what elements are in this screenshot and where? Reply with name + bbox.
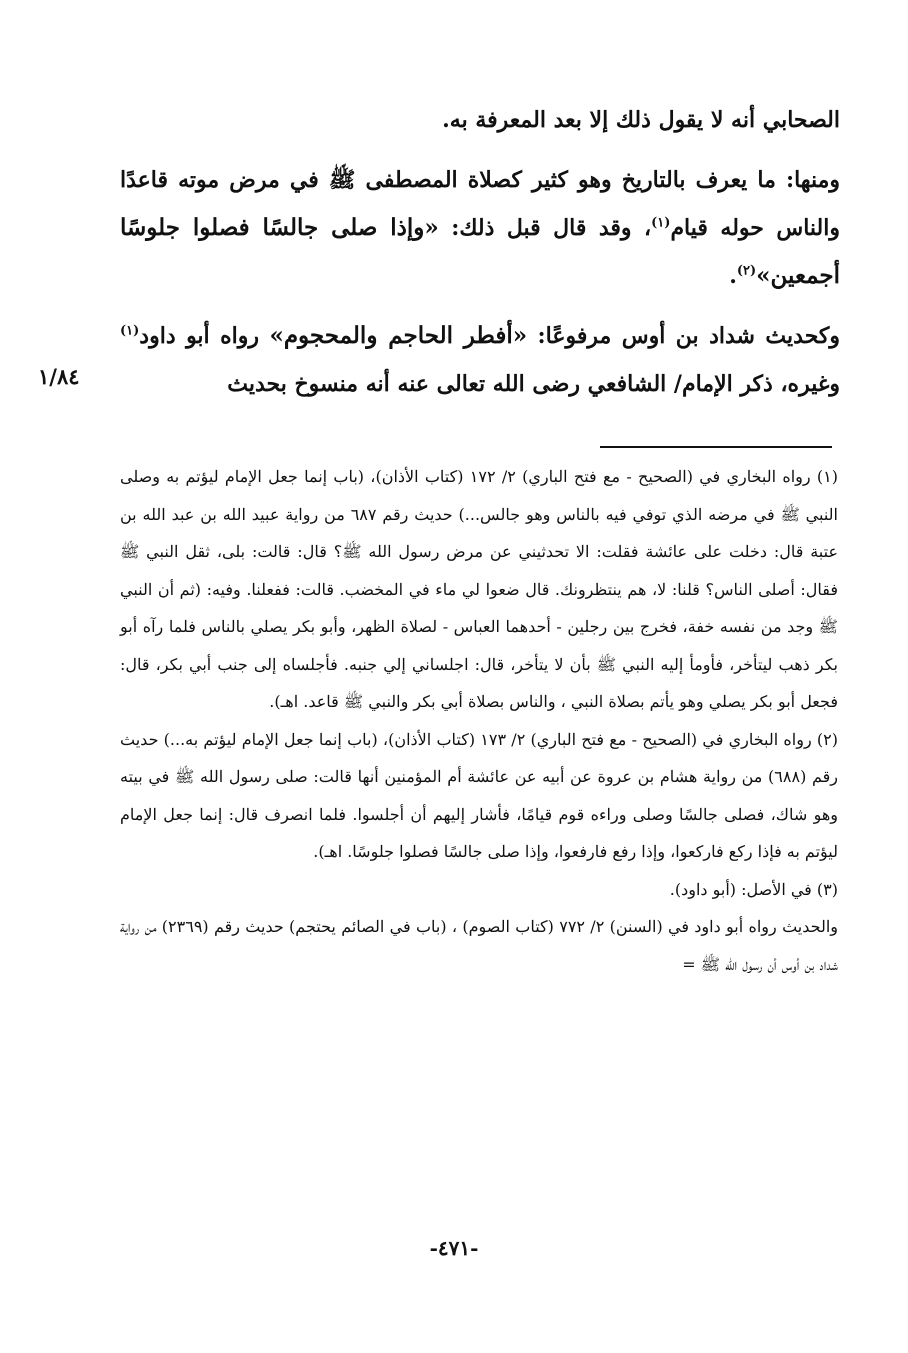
manuscript-folio-reference: ١/٨٤	[38, 364, 80, 389]
footnote-3: (٣) في الأصل: (أبو داود).	[669, 879, 838, 899]
paragraph-3-text-c: وغيره، ذكر الإمام/ الشافعي رضى الله تعالى عنه أنه منسوخ بحديث	[227, 371, 840, 397]
paragraph-2-text-a: ومنها: ما يعرف بالتاريخ وهو كثير كصلاة المصطفى ﷺ في مرض موته قاعدًا والناس حوله قيام	[120, 167, 840, 241]
footnote-ref-1: (١)	[651, 215, 671, 231]
footnote-ref-3: (١)	[120, 323, 140, 339]
hadith-quote-2: «أفطر الحاجم والمحجوم»	[269, 322, 528, 349]
page-number: -٤٧١-	[429, 1236, 479, 1260]
paragraph-2-end: .	[729, 263, 737, 289]
paragraph-3-text-a: وكحديث شداد بن أوس مرفوعًا:	[527, 323, 840, 349]
footnote-1: (١) رواه البخاري في (الصحيح - مع فتح الباري) ٢/ ١٧٢ (كتاب الأذان)، (باب إنما جعل الإمام ليؤتم به وصلى النبي ﷺ في مرضه الذي توفي فيه بالناس وهو جالس...) حديث رقم ٦٨٧ من رواية عبيد الله بن عبد الله بن عتبة قال: دخلت على عائشة فقلت: الا تحدثيني عن مرض رسول الله ﷺ؟ قال: قالت: بلى، ثقل النبي ﷺ فقال: أصلى الناس؟ قلنا: لا، هم ينتظرونك. قال ضعوا لي ماء في المخضب. قالت: ففعلنا. وفيه: (ثم أن النبي ﷺ وجد من نفسه خفة، فخرج بين رجلين - أحدهما العباس - لصلاة الظهر، وأبو بكر يصلي بالناس فلما رآه أبو بكر ذهب ليتأخر، فأومأ إليه النبي ﷺ بأن لا يتأخر، قال: اجلساني إلي جنبه. فأجلساه إلى جنب أبي بكر، قال: فجعل أبو بكر يصلي وهو يأتم بصلاة النبي ، والناس بصلاة أبي بكر والنبي ﷺ قاعد. اهـ).	[120, 467, 839, 711]
footnote-2: (٢) رواه البخاري في (الصحيح - مع فتح الباري) ٢/ ١٧٣ (كتاب الأذان)، (باب إنما جعل الإمام ليؤتم به...) حديث رقم (٦٨٨) من رواية هشام بن عروة عن أبيه عن عائشة أم المؤمنين أنها قالت: صلى رسول الله ﷺ في بيته وهو شاك، فصلى جالسًا وصلى وراءه قوم قيامًا، فأشار إليهم أن أجلسوا. فلما انصرف قال: إنما جعل الإمام ليؤتم به فإذا ركع فاركعوا، وإذا رفع فارفعوا، وإذا صلى جالسًا فصلوا جلوسًا. اهـ).	[120, 729, 839, 861]
paragraph-2	[120, 156, 840, 300]
footnote-continuation: والحديث رواه أبو داود في (السنن) ٢/ ٧٧٢ (كتاب الصوم) ، (باب في الصائم يحتجم) حديث رقم (٢٣٦٩) من رواية شداد بن أوس أن رسول الله ﷺ =	[120, 917, 839, 974]
paragraph-3	[120, 312, 840, 408]
paragraph-1-text: الصحابي أنه لا يقول ذلك إلا بعد المعرفة به.	[442, 107, 840, 133]
main-text	[120, 96, 840, 420]
paragraph-3-text-b: رواه أبو داود	[139, 323, 270, 349]
paragraph-1	[120, 96, 840, 144]
hadith-quote-1: «وإذا صلى جالسًا فصلوا جلوسًا أجمعين»	[120, 214, 840, 289]
footnote-ref-2: (٢)	[736, 263, 757, 279]
paragraph-2-text-b: ، وقد قال قبل ذلك:	[438, 215, 652, 241]
footnotes-section	[120, 458, 838, 983]
footnote-divider	[600, 446, 832, 448]
